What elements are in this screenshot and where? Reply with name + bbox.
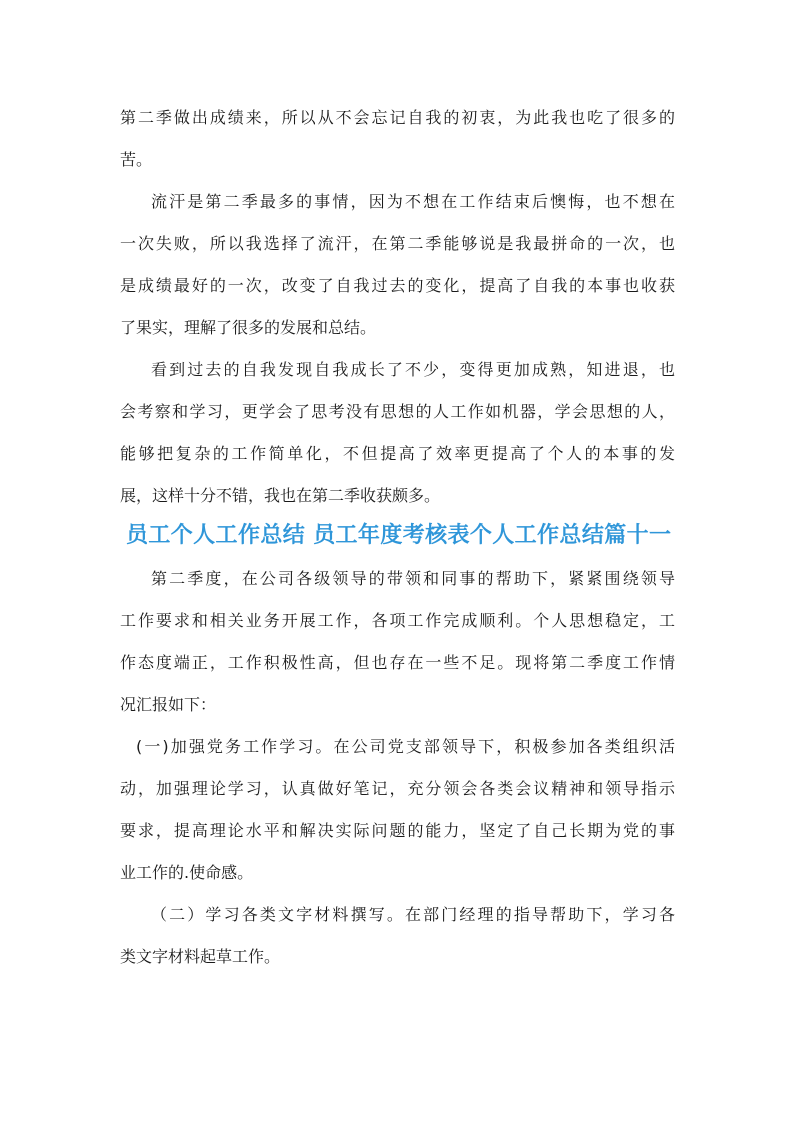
paragraph-1-line-2: 苦。 [120, 150, 153, 169]
paragraph-2-line-4: 了果实，理解了很多的发展和总结。 [120, 318, 377, 337]
paragraph-5-line-3: 要求，提高理论水平和解决实际问题的能力，坚定了自己长期为党的事 [120, 821, 675, 840]
paragraph-4-line-2: 工作要求和相关业务开展工作，各项工作完成顺利。个人思想稳定，工 [120, 611, 675, 630]
paragraph-2-line-3: 是成绩最好的一次，改变了自我过去的变化，提高了自我的本事也收获 [120, 276, 675, 295]
paragraph-3-line-3: 能够把复杂的工作简单化，不但提高了效率更提高了个人的本事的发 [120, 444, 675, 463]
paragraph-2-line-2: 一次失败，所以我选择了流汗，在第二季能够说是我最拼命的一次，也 [120, 234, 675, 253]
paragraph-4-line-4: 况汇报如下： [120, 695, 217, 714]
paragraph-3-line-2: 会考察和学习，更学会了思考没有思想的人工作如机器，学会思想的人， [120, 402, 675, 421]
paragraph-6-line-1: （二）学习各类文字材料撰写。在部门经理的指导帮助下，学习各 [151, 905, 675, 924]
paragraph-5-line-1: (一)加强党务工作学习。在公司党支部领导下，积极参加各类组织活 [136, 737, 675, 756]
paragraph-5-line-4: 业工作的.使命感。 [120, 863, 254, 882]
paragraph-4-line-3: 作态度端正，工作积极性高，但也存在一些不足。现将第二季度工作情 [120, 653, 675, 672]
section-heading: 员工个人工作总结 员工年度考核表个人工作总结篇十一 [126, 523, 671, 548]
paragraph-6-line-2: 类文字材料起草工作。 [120, 947, 281, 966]
paragraph-1-line-1: 第二季做出成绩来，所以从不会忘记自我的初衷，为此我也吃了很多的 [120, 108, 675, 127]
paragraph-3-line-1: 看到过去的自我发现自我成长了不少，变得更加成熟，知进退，也 [151, 360, 675, 379]
paragraph-2-line-1: 流汗是第二季最多的事情，因为不想在工作结束后懊悔，也不想在 [151, 192, 675, 211]
paragraph-3-line-4: 展，这样十分不错，我也在第二季收获颇多。 [120, 486, 441, 505]
paragraph-5-line-2: 动，加强理论学习，认真做好笔记，充分领会各类会议精神和领导指示 [120, 779, 675, 798]
paragraph-4-line-1: 第二季度，在公司各级领导的带领和同事的帮助下，紧紧围绕领导 [151, 569, 675, 588]
